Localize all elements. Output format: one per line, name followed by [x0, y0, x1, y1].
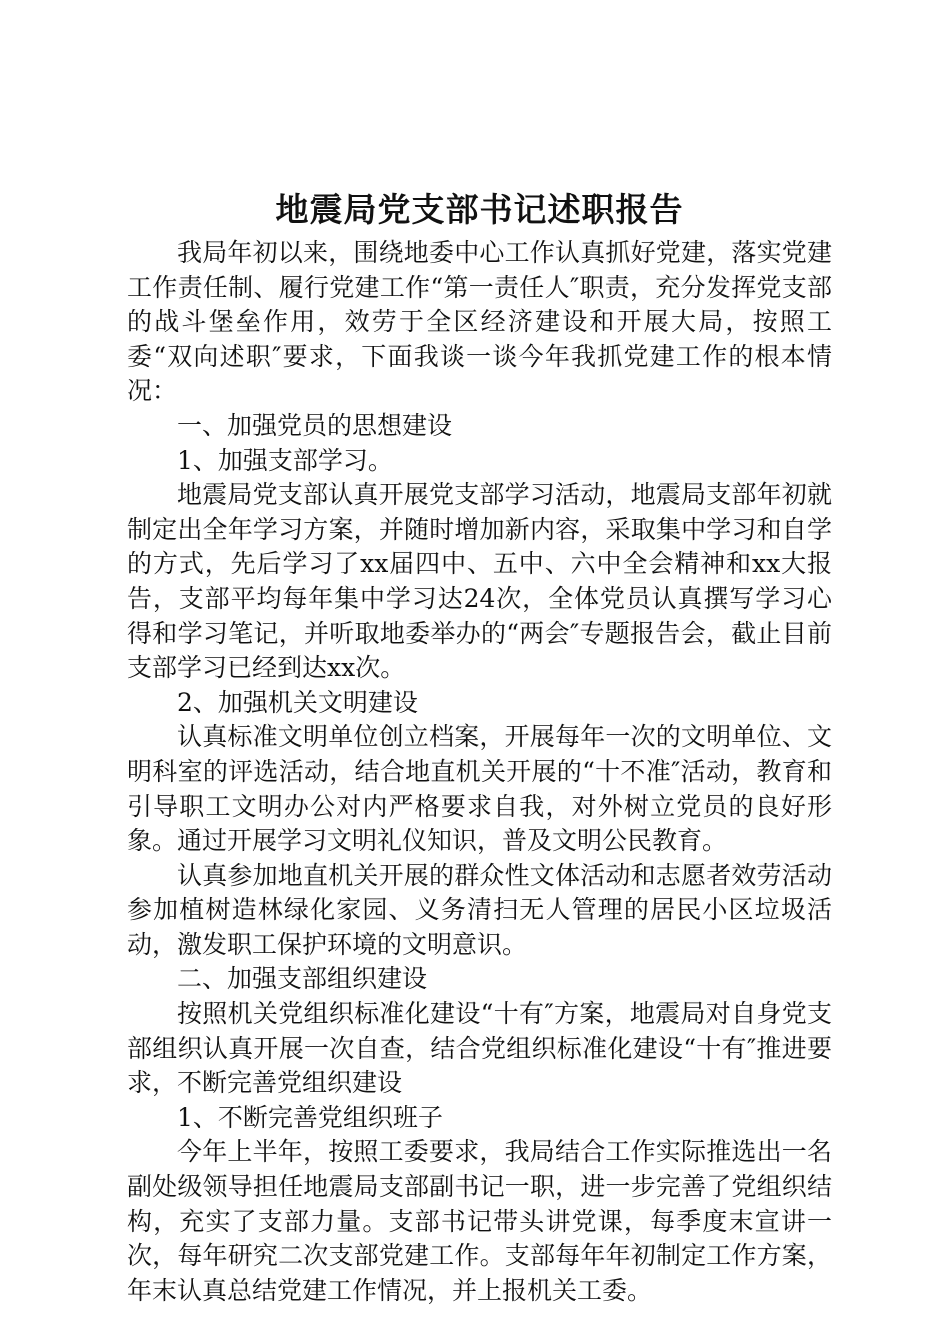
leadership-paragraph: 今年上半年，按照工委要求，我局结合工作实际推选出一名副处级领导担任地震局支部副书记一职，进一步完善了党组织结构，充实了支部力量。支部书记带头讲党课，每季度末宣讲一次，每年研究二次支部党建工作。支部每年年初制定工作方案，年末认真总结党建工作情况，并上报机关工委。: [127, 1137, 832, 1305]
volunteer-paragraph: 认真参加地直机关开展的群众性文体活动和志愿者效劳活动参加植树造林绿化家园、义务清扫无人管理的居民小区垃圾活动，激发职工保护环境的文明意识。: [127, 860, 832, 959]
document-title: 地震局党支部书记述职报告: [275, 190, 684, 229]
intro-paragraph: 我局年初以来，围绕地委中心工作认真抓好党建，落实党建工作责任制、履行党建工作“第一责任人″职责，充分发挥党支部的战斗堡垒作用，效劳于全区经济建设和开展大局，按照工委“双向述职″要求，下面我谈一谈今年我抓党建工作的根本情况：: [127, 238, 832, 406]
subsection-heading-1-2: 2、加强机关文明建设: [177, 687, 418, 717]
subsection-heading-1-1: 1、加强支部学习。: [177, 445, 393, 475]
document-page: [127, 190, 832, 1308]
organization-paragraph: 按照机关党组织标准化建设“十有″方案，地震局对自身党支部组织认真开展一次自查，结合党组织标准化建设“十有″推进要求，不断完善党组织建设: [127, 999, 832, 1098]
civility-paragraph: 认真标准文明单位创立档案，开展每年一次的文明单位、文明科室的评选活动，结合地直机关开展的“十不准″活动，教育和引导职工文明办公对内严格要求自我，对外树立党员的良好形象。通过开展学习文明礼仪知识，普及文明公民教育。: [127, 722, 832, 856]
study-paragraph: 地震局党支部认真开展党支部学习活动，地震局支部年初就制定出全年学习方案，并随时增加新内容，采取集中学习和自学的方式，先后学习了xx届四中、五中、六中全会精神和xx大报告，支部平均每年集中学习达24次，全体党员认真撰写学习心得和学习笔记，并听取地委举办的“两会″专题报告会，截止目前支部学习已经到达xx次。: [127, 480, 832, 683]
section-heading-2: 二、加强支部组织建设: [177, 964, 428, 994]
section-heading-1: 一、加强党员的思想建设: [177, 410, 453, 440]
subsection-heading-2-1: 1、不断完善党组织班子: [177, 1102, 443, 1132]
